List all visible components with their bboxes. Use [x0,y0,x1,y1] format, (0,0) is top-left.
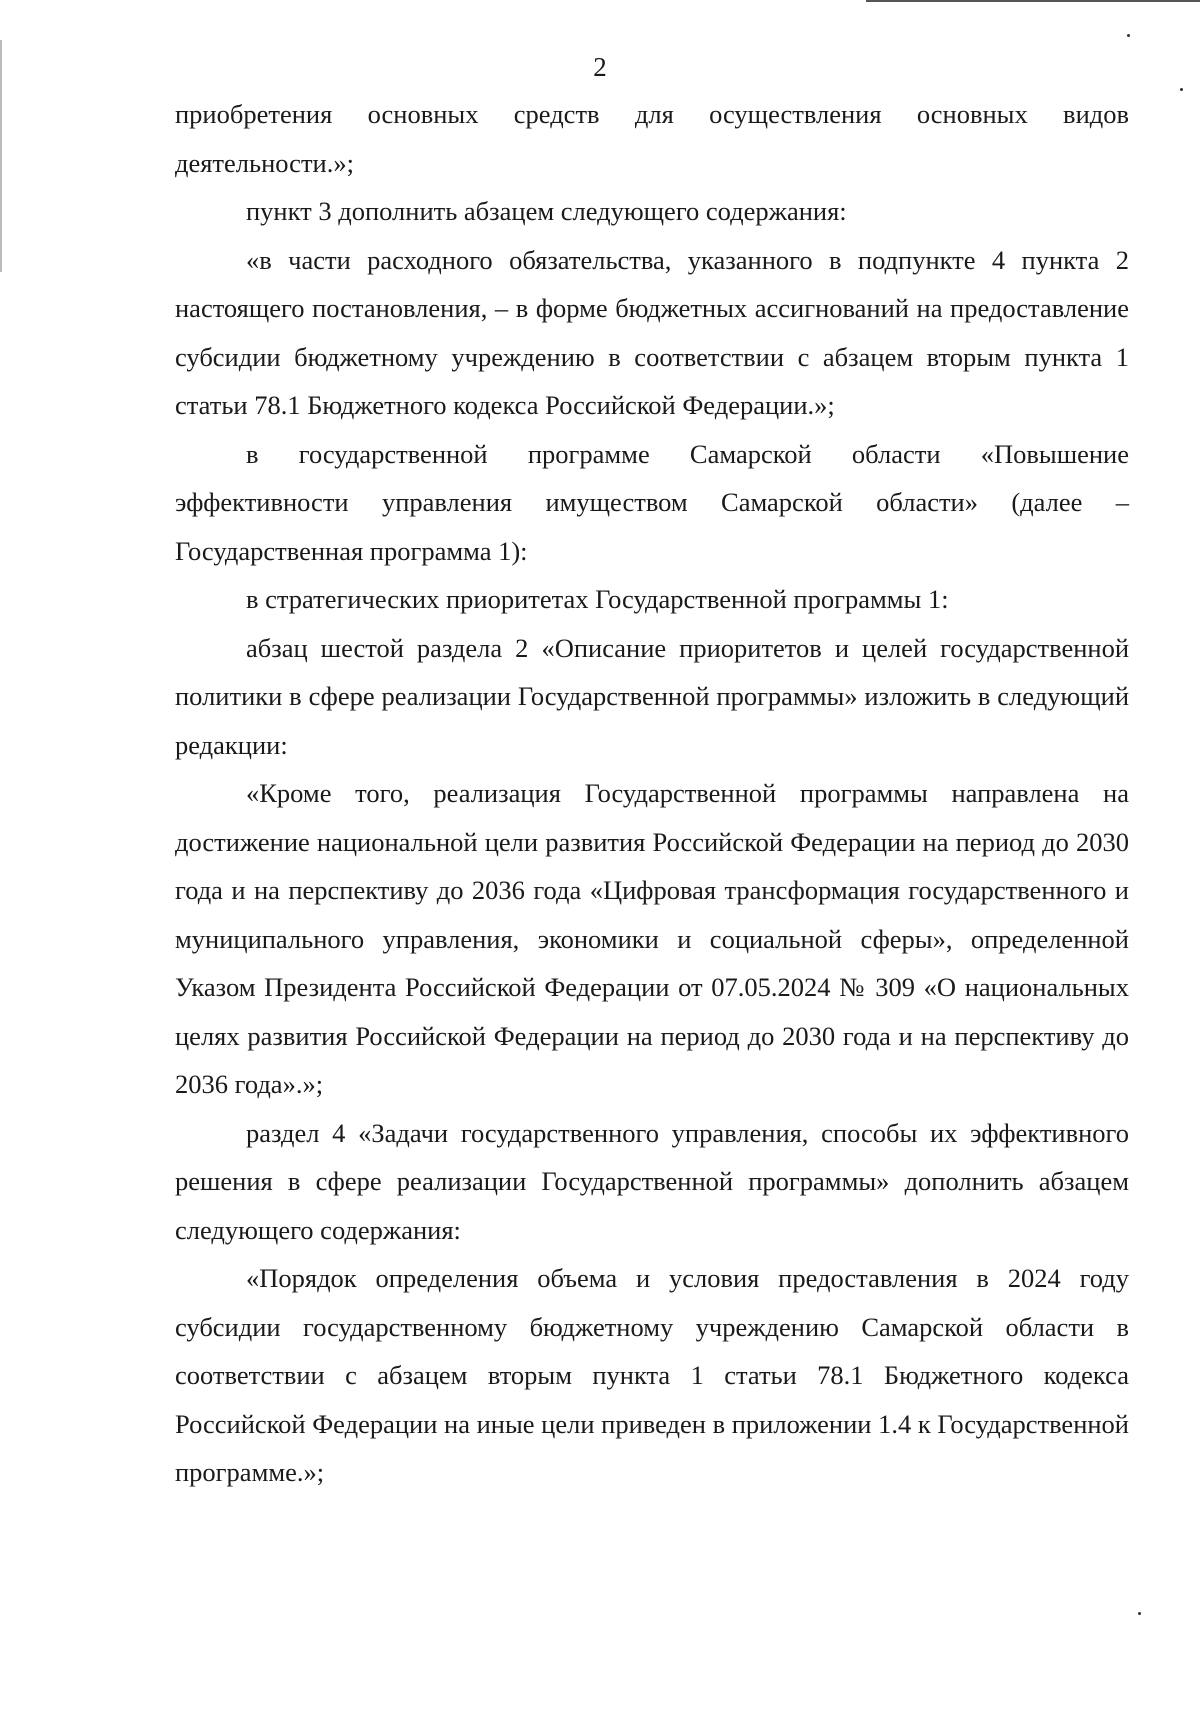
paragraph: приобретения основных средств для осуществления основных видов деятельности.»; [175,99,1129,178]
paragraph: «Кроме того, реализация Государственной программы направлена на достижение национальной цели развития Российской Федерации на период до 2030 года и на перспективу до 2036 года «Цифровая трансформация государственного и муниципального управления, экономики и социальной сферы», определенной Указом Президента Российской Федерации от 07.05.2024 № 309 «О национальных целях развития Российской Федерации на период до 2030 года и на перспективу до 2036 года».»; [175,778,1129,1099]
paragraph: «Порядок определения объема и условия предоставления в 2024 году субсидии государственному бюджетному учреждению Самарской области в соответствии с абзацем вторым пункта 1 статьи 78.1 Бюджетного кодекса Российской Федерации на иные цели приведен в приложении 1.4 к Государственной программе.»; [175,1263,1129,1487]
paragraph: пункт 3 дополнить абзацем следующего содержания: [246,196,847,226]
page-number: 2 [593,52,607,82]
paragraph: в стратегических приоритетах Государственной программы 1: [246,584,949,614]
paragraph: «в части расходного обязательства, указанного в подпункте 4 пункта 2 настоящего постановления, – в форме бюджетных ассигнований на предоставление субсидии бюджетному учреждению в соответствии с абзацем вторым пункта 1 статьи 78.1 Бюджетного кодекса Российской Федерации.»; [175,244,1129,420]
paragraph: раздел 4 «Задачи государственного управления, способы их эффективного решения в сфере реализации Государственной программы» дополнить абзацем следующего содержания: [175,1117,1129,1245]
scan-speck [1138,1612,1141,1615]
document-body [175,90,1129,1497]
paragraph: абзац шестой раздела 2 «Описание приоритетов и целей государственной политики в сфере реализации Государственной программы» изложить в следующий редакции: [175,632,1129,760]
scan-edge-top [866,0,1200,2]
paragraph: в государственной программе Самарской области «Повышение эффективности управления имуществом Самарской области» (далее – Государственная программа 1): [175,438,1129,566]
scan-speck [1180,88,1183,91]
scan-speck [1127,34,1130,37]
